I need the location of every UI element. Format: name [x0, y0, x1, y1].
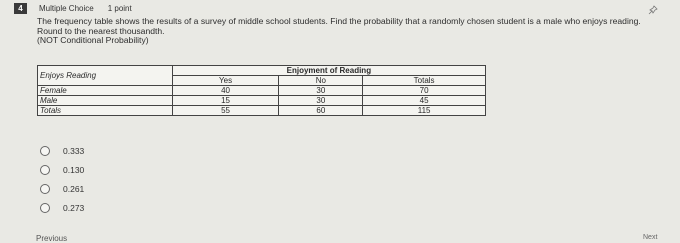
answer-options [40, 141, 84, 217]
table-cell: 30 [279, 96, 363, 106]
answer-option-3[interactable] [40, 179, 84, 198]
table-cell: 40 [172, 86, 279, 96]
radio-button[interactable] [40, 203, 50, 213]
column-header-totals: Totals [363, 76, 486, 86]
question-type-label: Multiple Choice [39, 3, 94, 13]
table-title-row [38, 66, 486, 76]
answer-option-label: 0.333 [63, 145, 85, 156]
question-line-1: The frequency table shows the results of a survey of middle school students. Find the probability that a randomly chosen student is a male who enjoys reading. [37, 16, 641, 26]
question-header [14, 2, 132, 14]
answer-option-label: 0.273 [63, 202, 85, 213]
answer-option-label: 0.261 [63, 183, 85, 194]
question-line-2: Round to the nearest thousandth. [37, 25, 165, 36]
table-cell: 30 [279, 86, 363, 96]
table-row [38, 86, 486, 96]
table-cell: 15 [172, 96, 279, 106]
table-row [38, 96, 486, 106]
question-line-3: (NOT Conditional Probability) [37, 35, 149, 45]
pin-icon[interactable] [648, 5, 658, 15]
answer-option-4[interactable] [40, 198, 84, 217]
radio-button[interactable] [40, 146, 50, 156]
next-button[interactable]: Next [643, 234, 658, 241]
table-row [38, 106, 486, 116]
column-header-yes: Yes [172, 76, 279, 86]
table-title: Enjoyment of Reading [172, 66, 485, 76]
table-cell: 55 [172, 106, 279, 116]
table-cell: 45 [363, 96, 486, 106]
table-corner-cell: Enjoys Reading [38, 66, 173, 86]
table-cell: 70 [363, 86, 486, 96]
frequency-table [37, 65, 486, 116]
question-points-label: 1 point [107, 3, 132, 13]
table-cell: 60 [279, 106, 363, 116]
answer-option-1[interactable] [40, 141, 84, 160]
question-number-badge: 4 [14, 3, 27, 14]
question-text [37, 17, 673, 46]
answer-option-2[interactable] [40, 160, 84, 179]
radio-button[interactable] [40, 165, 50, 175]
row-header-male: Male [38, 96, 173, 106]
row-header-totals: Totals [38, 106, 173, 116]
table-cell: 115 [363, 106, 486, 116]
column-header-no: No [279, 76, 363, 86]
answer-option-label: 0.130 [63, 164, 85, 175]
row-header-female: Female [38, 86, 173, 96]
previous-button[interactable]: Previous [36, 234, 68, 243]
radio-button[interactable] [40, 184, 50, 194]
